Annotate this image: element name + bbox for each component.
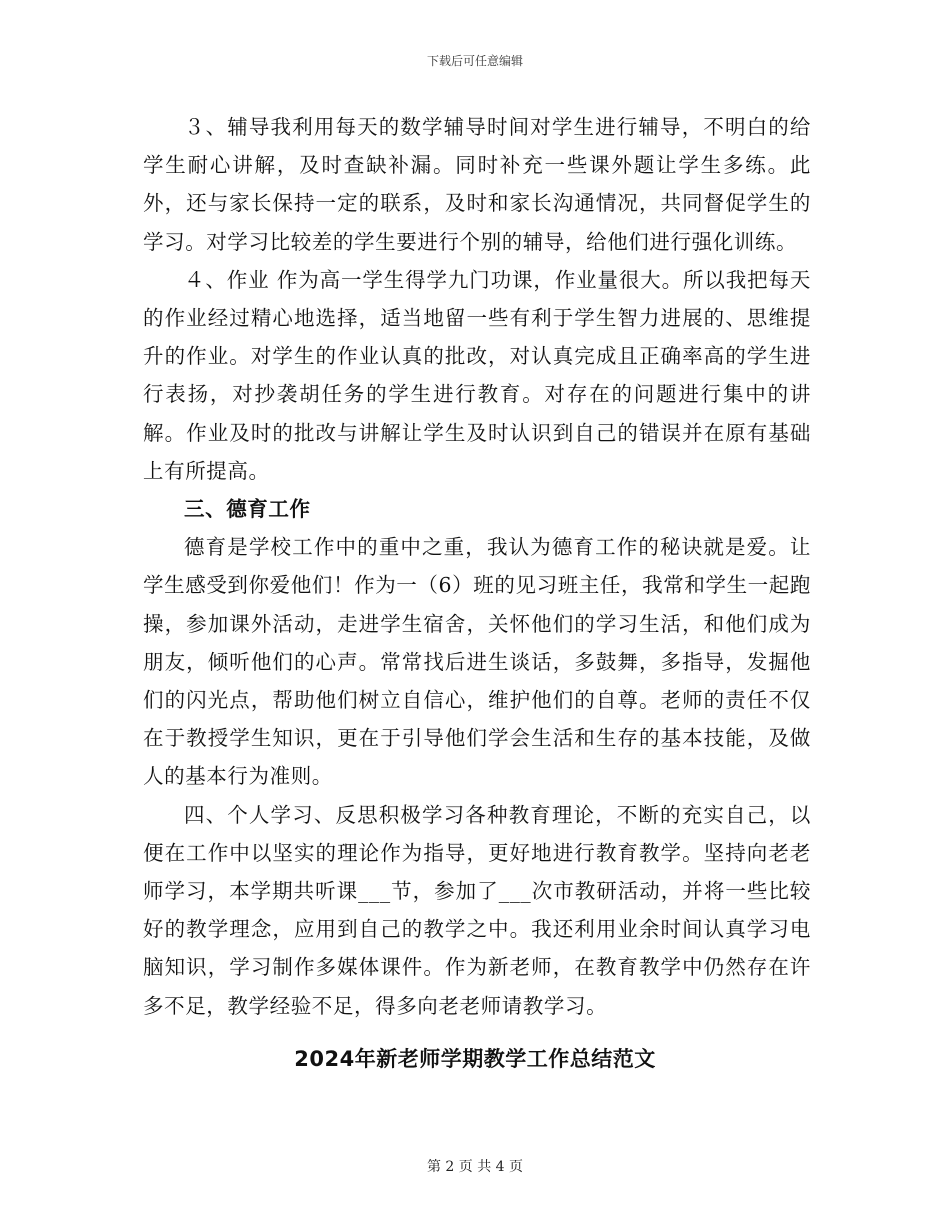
paragraph-tutoring: ３、辅导我利用每天的数学辅导时间对学生进行辅导，不明白的给学生耐心讲解，及时查缺补漏。同时补充一些课外题让学生多练。此外，还与家长保持一定的联系，及时和家长沟通情况，共同督促学生的学习。对学习比较差的学生要进行个别的辅导，给他们进行强化训练。 — [143, 115, 811, 254]
page-number: 第 2 页 共 4 页 — [426, 1159, 524, 1175]
paragraph-moral-education: 德育是学校工作中的重中之重，我认为德育工作的秘诀就是爱。让学生感受到你爱他们！作为一（6）班的见习班主任，我常和学生一起跑操，参加课外活动，走进学生宿舍，关怀他们的学习生活，和他们成为朋友，倾听他们的心声。常常找后进生谈话，多鼓舞，多指导，发掘他们的闪光点，帮助他们树立自信心，维护他们的自尊。老师的责任不仅在于教授学生知识，更在于引导他们学会生活和生存的基本技能，及做人的基本行为准则。 — [143, 535, 811, 789]
paragraph-homework: ４、作业 作为高一学生得学九门功课，作业量很大。所以我把每天的作业经过精心地选择，适当地留一些有利于学生智力进展的、思维提升的作业。对学生的作业认真的批改，对认真完成且正确率高的学生进行表扬，对抄袭胡任务的学生进行教育。对存在的问题进行集中的讲解。作业及时的批改与讲解让学生及时认识到自己的错误并在原有基础上有所提高。 — [143, 267, 811, 483]
document-title: 2024年新老师学期教学工作总结范文 — [294, 1047, 656, 1071]
paragraph-personal-study: 四、个人学习、反思积极学习各种教育理论，不断的充实自己，以便在工作中以坚实的理论作为指导，更好地进行教育教学。坚持向老老师学习，本学期共听课___节，参加了___次市教研活动，并将一些比较好的教学理念，应用到自己的教学之中。我还利用业余时间认真学习电脑知识，学习制作多媒体课件。作为新老师，在教育教学中仍然存在许多不足，教学经验不足，得多向老老师请教学习。 — [143, 802, 811, 1018]
page-header-note: 下载后可任意编辑 — [426, 54, 523, 68]
section-heading-moral-education: 三、德育工作 — [184, 497, 311, 522]
document-body — [143, 108, 811, 1025]
